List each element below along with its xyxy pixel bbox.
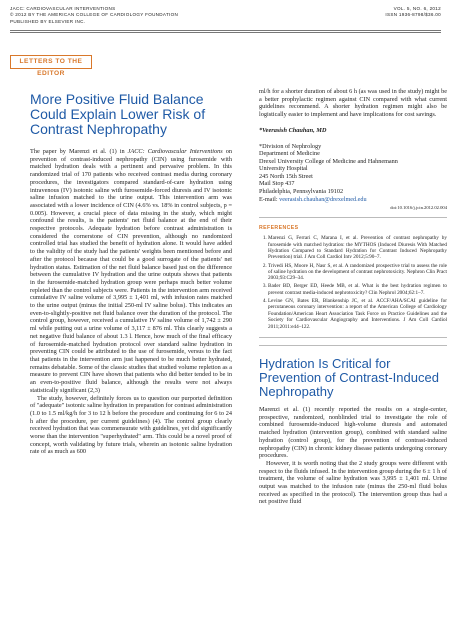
reference-item: 2. Trivedi HS, Moore H, Nasr S, et al. A randomized prospective trial to assess the role of saline hydration on the development of contrast nephrotoxicity. Nephron Clin Pract 2003;93:C29–34.: [268, 263, 447, 282]
copyright-line: © 2012 BY THE AMERICAN COLLEGE OF CARDIOLOGY FOUNDATION: [10, 12, 179, 18]
letter2-paragraph-2: However, it is worth noting that the 2 study groups were different with respect to the fluids infused. In the intervention group during the 6 ± 1 h of treatment, the volume of saline hydration was 3,995 ± 1,401 ml. Urine output was matched to the infusion rate (minus the 250-ml fluid bolus received as specified in the protocol). The intervention group thus had a net positive fluid: [259, 459, 447, 506]
letter2-title: Hydration Is Critical for Prevention of Contrast-Induced Nephropathy: [259, 356, 439, 400]
affiliation-line: Department of Medicine: [259, 150, 320, 158]
affiliation-line: Drexel University College of Medicine and Hahnemann: [259, 157, 398, 165]
references-rule: [259, 217, 447, 218]
doi: doi:10.1016/j.jcin.2012.02.004: [390, 205, 447, 211]
affiliation-line: University Hospital: [259, 165, 308, 173]
email-label: E-mail:: [259, 195, 280, 203]
letter1-title: More Positive Fluid Balance Could Explain Lower Risk of Contrast Nephropathy: [30, 91, 206, 137]
letter2-paragraph-1: Marenzi et al. (1) recently reported the results on a single-center, prospective, randomized, nonblinded trial to investigate the role of combined furosemide-induced high-volume diuresis and automated matched hydration (intervention group), combined with standard saline hydration (control group), for the prevention of contrast-induced nephropathy (CIN) in chronic kidney disease patients undergoing coronary procedures.: [259, 406, 447, 460]
affiliation-line: Mail Stop 437: [259, 180, 295, 188]
letter1-paragraph-1: [30, 148, 232, 395]
letter1-paragraph-2-continued: ml/h for a shorter duration of about 6 h (as was used in the study) might be a better prophylactic regimen against CIN compared with what current guidelines recommend. A shorter hydration regimen might also be logistically easier to implement and have implications for cost savings.: [259, 88, 447, 119]
letter1-body: [30, 148, 232, 456]
affiliation-line: 245 North 15th Street: [259, 172, 313, 180]
references-heading: REFERENCES: [259, 225, 299, 232]
reference-list: [259, 235, 447, 330]
author-affiliation: [259, 143, 447, 204]
reference-item: 1. Marenzi G, Ferrari C, Marana I, et al. Prevention of contrast nephropathy by furosemide with matched hydration: the MYTHOS (Induced Diuresis With Matched Hydration Compared to Standard Hydration for Contrast Induced Nephropathy Prevention) trial. J Am Coll Cardiol Intv 2012;5:90–7.: [268, 235, 447, 261]
volume-line: VOL. 5, NO. 6, 2012: [393, 6, 441, 11]
letter1-p1-rest: on prevention of contrast-induced nephropathy (CIN) using furosemide with matched hydration deals with a pertinent and pervasive problem. In this randomized trial of 170 patients who received contrast media during coronary procedures, the investigators compared standard-of-care hydration using intravenous (IV) isotonic saline with furosemide-forced diuresis and IV isotonic saline infusion matched to the urine output. This intervention arm was associated with a lower incidence of CIN (4.6% vs. 18% in control subjects, p = 0.005). However, a crucial piece of data missing in the study, which might confound the results, is the patients' net fluid balance at the end of their respective protocols. Adequate hydration before contrast administration is considered the cornerstone of CIN prevention, although no randomized controlled trial has studied the benefit of hydration alone. It would have added to the validity of the study had the patients' weights been mentioned before and after the protocol because that could be a good surrogate of the patients' net hydration status. Estimation of the net fluid balance based just on the difference between the cumulative IV hydration and the urine outputs shows that patients in the furosemide-matched hydration group were perhaps much better volume repleted than the control subjects were. Patients in the intervention arm received cumulative IV saline volume of 3,995 ± 1,401 ml, with infusion rates matched to the urine output (minus the initial 250-ml IV saline bolus). This indicates an even-to-slightly-positive net fluid balance over the duration of the protocol. The control group, however, received a cumulative IV saline volume of 1,742 ± 290 ml while putting out a urine volume of 3,117 ± 876 ml. This clearly suggests a net negative fluid balance of about 1.3 l. Hence, how much of the final efficacy of furosemide-matched hydration protocol over standard saline hydration in preventing CIN could be attributed to the use of furosemide, versus to the fact that patients in the intervention arm just happened to be much better hydrated, remains debatable. Some of the classic studies that studied volume repletion as a measure to prevent CIN have shown that patients who did better tended to be in an even-to-positive fluid balance, although the results were not always statistically significant (2,3): [30, 148, 232, 394]
journal-header-left: [10, 6, 178, 25]
publisher-line: PUBLISHED BY ELSEVIER INC.: [10, 18, 86, 24]
letter-separator: [259, 337, 447, 338]
issn-line: ISSN 1936-8798/$36.00: [385, 12, 441, 18]
letter2-body: [259, 406, 447, 506]
letter-separator-2: [259, 345, 447, 346]
affiliation-line: *Division of Nephrology: [259, 142, 322, 150]
reference-item: 3. Bader BD, Berger ED, Heede MB, et al. What is the best hydration regimen to prevent contrast media-induced nephrotoxicity? Clin Nephrol 2004;62:1–7.: [268, 283, 447, 296]
left-column: [30, 92, 232, 456]
journal-header-right: [385, 6, 441, 19]
right-column: [259, 88, 447, 506]
affiliation-line: Philadelphia, Pennsylvania 19102: [259, 188, 344, 196]
reference-item: 4. Levine GN, Bates ER, Blankenship JC, et al. ACCF/AHA/SCAI guideline for percutaneous coronary intervention: a report of the American College of Cardiology Foundation/American Heart Association Task Force on Practice Guidelines and the Society for Cardiovascular Angiography and Interventions. J Am Coll Cardiol 2011;2011:e44–122.: [268, 298, 447, 330]
author-name: *Veerasish Chauhan, MD: [259, 126, 327, 134]
letter1-paragraph-2: The study, however, definitely forces us to question our purported definition of "adequate" isotonic saline hydration in preparation for contrast administration (1.0 to 1.5 ml/kg/h for 3 to 12 h before the procedure and continuing for 6 to 24 h after the procedure, per current guidelines) (4). The control group clearly received hydration that was commensurate with guidelines, yet did significantly worse than the intervention "superhydrated" arm. This could be a novel proof of concept, worth validating by future trials, wherein an isotonic saline hydration rate of as much as 600: [30, 394, 232, 456]
header-rule: [10, 30, 441, 31]
journal-name: JACC: CARDIOVASCULAR INTERVENTIONS: [10, 6, 116, 11]
header-rule-2: [10, 32, 441, 33]
email-line: [259, 196, 447, 204]
letter1-continuation: [259, 88, 447, 119]
section-label: LETTERS TO THE EDITOR: [10, 55, 92, 69]
letter1-p1-lead: The paper by Marenzi et al. (1) in: [30, 148, 128, 155]
journal-citation: JACC: Cardiovascular Interventions: [127, 148, 223, 155]
email-link[interactable]: veerasish.chauhan@drexelmed.edu: [279, 195, 367, 203]
